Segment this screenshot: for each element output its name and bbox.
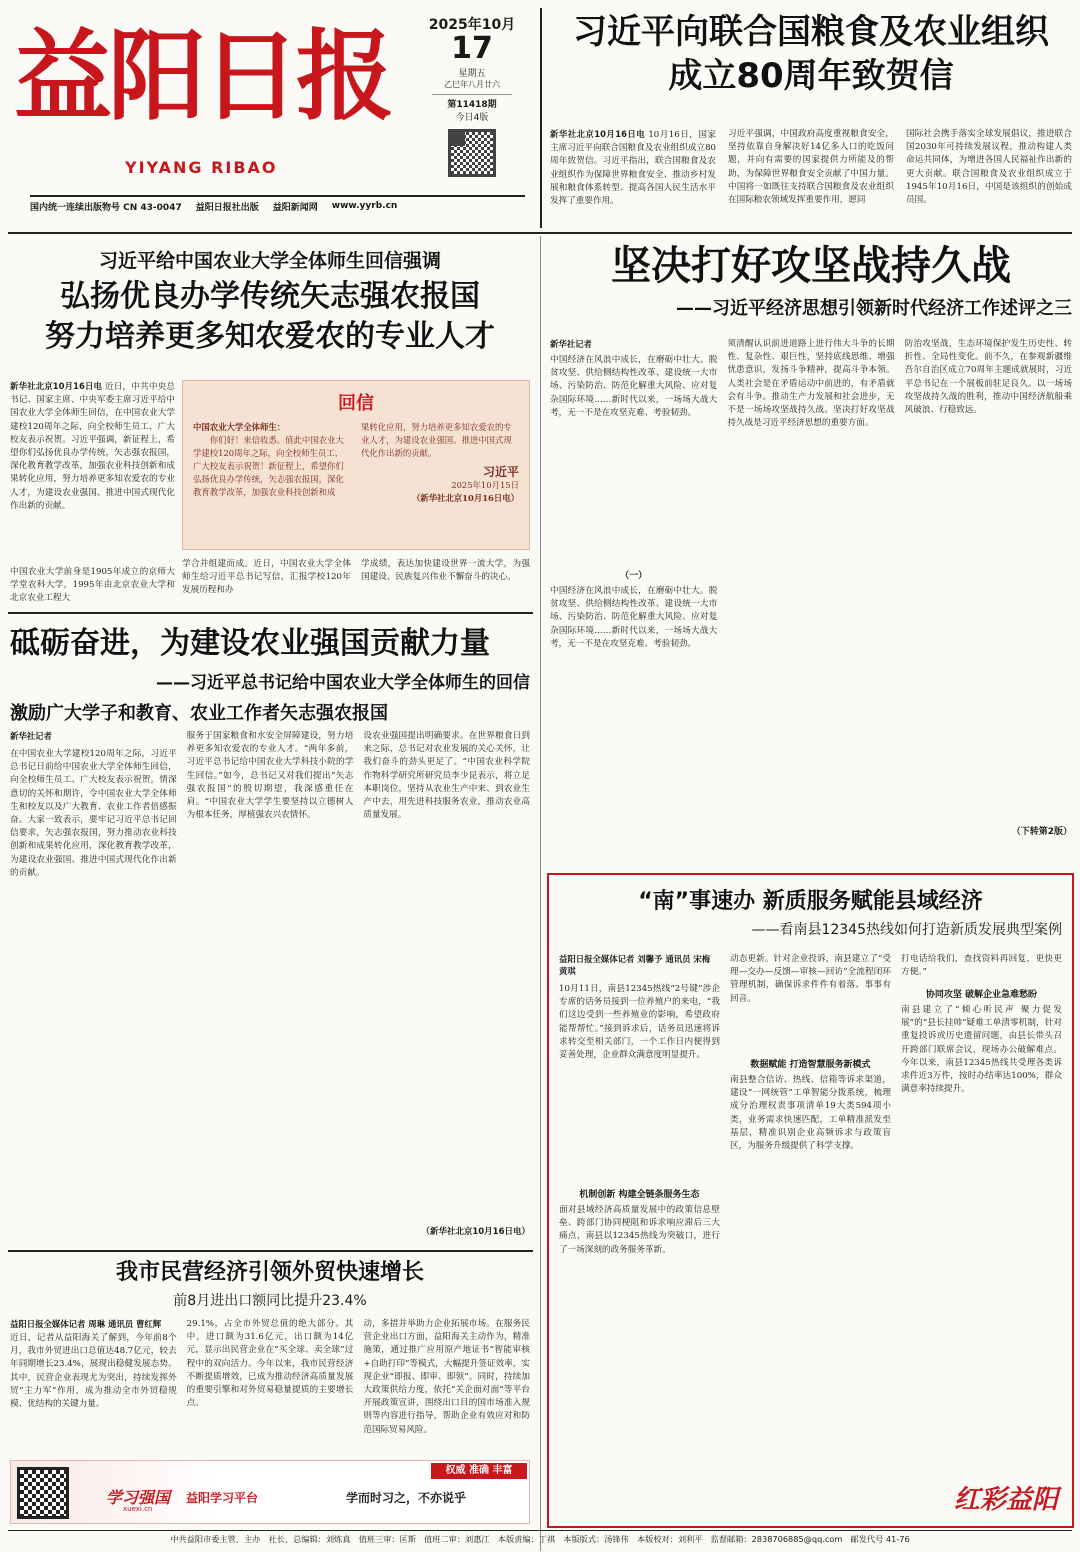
kicker: 习近平给中国农业大学全体师生回信强调: [98, 250, 441, 272]
qr-code: [448, 129, 496, 177]
xuexi-promo-banner[interactable]: [10, 1460, 530, 1524]
footer-credits: 中共益阳市委主管、主办 社长、总编辑：刘炼真 值班三审：匡斯 值班二审：刘惠江 本版责编：丁祺 本版版式：汤锋伟 本版校对：刘利平 监督邮箱：2838706885@qq.com 邮发代号 41-76: [170, 1534, 910, 1544]
body-col3: 设农业强国提出明确要求。在世界粮食日到来之际，总书记对农业发展的关心关怀，让我们奋斗的劲头更足了。“中国农业科学院作物科学研究所研究员李少昆表示，将立足本职岗位，坚持从农业生产中来、到农业生产中去，用先进科技服务农业，推动农业高质量发展。: [363, 731, 531, 821]
body-col3: 防治攻坚战，生态环境保护发生历史性、转折性、全局性变化。前不久，在参观新疆维吾尔自治区成立70周年主题成就展时，习近平总书记在一个展板前驻足良久。以一场场攻坚战持久战的胜利，推动中国经济航船乘风破浪、行稳致远。: [904, 339, 1072, 416]
issue-number: 第11418期: [447, 100, 497, 110]
headline-line2: 努力培养更多知农爱农的专业人才: [45, 319, 495, 354]
headline: 砥砺奋进，为建设农业强国贡献力量: [10, 626, 490, 661]
letter-heading: 回信: [338, 393, 374, 414]
date-day: 17: [451, 31, 493, 66]
divider: [8, 612, 533, 614]
platform-name: 益阳学习平台: [186, 1491, 259, 1505]
body-col1-cont: 中国经济在风浪中成长，在磨砺中壮大。脱贫攻坚、供给侧结构性改革、建设统一大市场、污染防治、防范化解重大风险、应对复杂国际环境……新时代以来，一场场大战大考，无一不是在攻坚克难、考验韧劲。: [550, 586, 718, 649]
divider: [8, 1530, 1072, 1531]
page-count: 今日4版: [455, 113, 489, 123]
date-lunar: 乙巳年八月廿六: [444, 80, 500, 89]
letter-body2: 果转化应用，努力培养更多知农爱农的专业人才，为建设农业强国、推进中国式现代化作出新的贡献。: [361, 422, 512, 458]
byline: 益阳日报全媒体记者 刘馨予 通讯员 宋梅 黄琪: [559, 954, 711, 976]
divider: [8, 1250, 533, 1252]
subtitle: ——看南县12345热线如何打造新质发展典型案例: [751, 922, 1062, 938]
story-agri-univ-reply: [10, 240, 530, 610]
logo-calligraphy: [12, 18, 417, 128]
section-heading: 数据赋能 打造智慧服务新模式: [750, 1060, 871, 1070]
story-strive-forward: [10, 620, 530, 1240]
letter-body1: 你们好！来信收悉。值此中国农业大学建校120周年之际，向全校师生员工、广大校友表示祝贺！新征程上，希望你们弘扬优良办学传统，矢志强农报国，深化教育教学改革，加强农业科技创新和成: [193, 435, 344, 497]
story-private-economy: [10, 1258, 530, 1458]
body-col3: 打电话给我们，查找资料再回复，更快更方便。”: [901, 954, 1062, 978]
subtitle: ——习近平经济思想引领新时代经济工作述评之三: [676, 298, 1072, 319]
dateline: 新华社北京10月16日电: [10, 381, 103, 391]
story-nanxian-12345: [547, 873, 1074, 1528]
continued-note: （下转第2版）: [1011, 827, 1072, 837]
publisher: 益阳日报社出版: [195, 202, 259, 213]
qr-code: [17, 1467, 69, 1519]
site-label: 益阳新闻网: [272, 202, 318, 213]
body-col1b: 中国农业大学前身是1905年成立的京师大学堂农科大学，1995年由北京农业大学和北京农业工程大: [10, 567, 175, 604]
divider: [540, 8, 542, 228]
xuexi-url: xuexi.cn: [123, 1505, 153, 1513]
section-heading: 协同攻坚 破解企业急难愁盼: [925, 990, 1038, 1000]
date-weekday: 星期五: [458, 69, 486, 79]
letter-source: （新华社北京10月16日电）: [411, 493, 519, 503]
body-col2b: 南县整合信访、热线、信箱等诉求渠道，建设“一网统管”工单智能分拨系统，梳理成分治理权责事项清单19大类594项小类，业务需求快速匹配，工单精准派发至基层，精准识别企业高频诉求与政策盲区，为服务升级提供了科学支撑。: [730, 1075, 891, 1152]
source: （新华社北京10月16日电）: [421, 1227, 531, 1237]
body-col2: 须清醒认识前进道路上进行伟大斗争的长期性、复杂性、艰巨性，坚持底线思维、增强忧患意识，发扬斗争精神，提高斗争本领。人类社会是在矛盾运动中前进的，有矛盾就会有斗争。推动生产力发展和社会进步，无不是一场场攻坚战持久战。坚决打好攻坚战持久战是习近平经济思想的重要方面。: [727, 339, 895, 429]
body-col1: 在中国农业大学建校120周年之际，习近平总书记日前给中国农业大学全体师生回信，向全校师生员工、广大校友表示祝贺。情深意切的关怀和期许，令中国农业大学全体师生和校友以及广大教育、农业工作者倍感振奋。大家一致表示，要牢记习近平总书记回信要求，矢志强农报国，努力推动农业科技创新和成果转化应用，深化教育教学改革，为建设农业强国、推进中国式现代化作出新的贡献。: [10, 749, 177, 878]
xuexi-brand: 学习强国: [106, 1488, 171, 1507]
body-col1: 10月11日，南县12345热线“2号键”涉企专席的话务员接到一位养殖户的来电，“我们这边受到一些养殖业的影响，希望政府能帮帮忙。”接到诉求后，话务员迅速将诉求转交至相关部门，一个工作日内便得到妥善处理，企业群众满意度明显提升。: [559, 984, 720, 1061]
subtitle: ——习近平总书记给中国农业大学全体师生的回信: [156, 673, 530, 693]
divider: [8, 232, 1072, 234]
body-col1: 10月16日，国家主席习近平向联合国粮食及农业组织成立80周年致贺信。习近平指出，联合国粮食及农业组织作为保障世界粮食安全、推动乡村发展和粮食体系转型、提高各国人民生活水平发挥了重要作用。: [550, 130, 716, 207]
letter-signature: 习近平: [482, 465, 519, 479]
deck: 激励广大学子和教育、农业工作者矢志强农报国: [10, 703, 388, 724]
body-col3: 学成绩，表达加快建设世界一流大学，为强国建设、民族复兴伟业不懈奋斗的决心。: [361, 559, 530, 583]
body-col2: 习近平强调，中国政府高度重视粮食安全，坚持依靠自身解决好14亿多人口的吃饭问题，并向有需要的国家提供力所能及的帮助，为保障世界粮食安全贡献了中国力量。中国将一如既往支持联合国粮食及农业组织在国际粮农领域发挥重要作用，愿同: [728, 129, 894, 206]
byline: 新华社记者: [550, 339, 592, 349]
body-col2: 动态更新。针对企业投诉，南县建立了“受理—交办—反馈—审核—回访”全流程闭环管理机制，确保诉求件件有着落、事事有回音。: [730, 954, 891, 1004]
headline: 坚决打好攻坚战持久战: [611, 243, 1011, 289]
body-col2: 学合并组建而成。近日，中国农业大学全体师生给习近平总书记写信，汇报学校120年发展历程和办: [182, 559, 351, 596]
masthead: [0, 0, 525, 228]
brand-calligraphy: 红彩益阳: [953, 1485, 1058, 1515]
letter-salutation: 中国农业大学全体师生：: [193, 422, 286, 432]
letter-box: [182, 380, 530, 550]
headline: 我市民营经济引领外贸快速增长: [115, 1260, 424, 1285]
body-col3b: 南县建立了“倾心听民声 聚力促发展”的“县长挂帅”疑难工单清零机制，针对重复投诉或历史遗留问题，由县长带头召开跨部门联席会议，现场办公破解难点。今年以来，南县12345热线共受理各类诉求件近3万件，按时办结率达100%，群众满意率持续提升。: [901, 1005, 1062, 1095]
body-col2: 服务于国家粮食和水安全屏障建设，努力培养更多知农爱农的专业人才。“两年多前，习近平总书记给中国农业大学科技小院的学生回信。”如今，总书记又对我们提出“矢志强农报国”的殷切期望，我深感重任在肩。“中国农业大学学生要坚持以立德树人为根本任务，厚植强农兴农情怀。: [186, 731, 354, 821]
body-col3: 动，多措并举助力企业拓展市场。在服务民营企业出口方面，益阳海关主动作为，精准施策，通过推广应用原产地证书“智能审核+自助打印”等模式，大幅提升签证效率，实现企业“即报、即审、即领”。同时，持续加大政策供给力度，依托“关企面对面”等平台开展政策宣讲，围绕出口目的国市场准入规则等内容进行指导，帮助企业有效应对和防范国际贸易风险。: [363, 1319, 531, 1435]
headline: 习近平向联合国粮食及农业组织成立80周年致贺信: [573, 12, 1049, 96]
promo-slogan: 学而时习之，不亦说乎: [346, 1491, 467, 1505]
headline: “南”事速办 新质服务赋能县域经济: [638, 889, 983, 914]
newspaper-logo: [12, 18, 417, 128]
cn-serial: 国内统一连续出版物号 CN 43-0047: [30, 202, 182, 213]
body-col1: 近日，中共中央总书记、国家主席、中央军委主席习近平给中国农业大学全体师生回信，在中国农业大学建校120周年之际，向全校师生员工、广大校友表示祝贺。习近平强调，新征程上，希望你们弘扬优良办学传统，矢志强农报国，深化教育教学改革，加强农业科技创新和成果转化应用，努力培养更多知农爱农的专业人才，为建设农业强国、推进中国式现代化作出新的贡献。: [10, 382, 175, 511]
dateline: 新华社北京10月16日电: [550, 129, 646, 139]
body-col1: 中国经济在风浪中成长，在磨砺中壮大。脱贫攻坚、供给侧结构性改革、建设统一大市场、污染防治、防范化解重大风险、应对复杂国际环境……新时代以来，一场场大战大考，无一不是在攻坚克难、考验韧劲。: [550, 355, 718, 418]
body-col1: 近日，记者从益阳海关了解到，今年前8个月，我市外贸进出口总值达48.7亿元，较去年同期增长23.4%，展现出稳健发展态势。其中，民营企业表现尤为突出，持续发挥外贸“主力军”作用，成为推动全市外贸稳规模、优结构的关键力量。: [10, 1333, 177, 1410]
letter-date: 2025年10月15日: [451, 480, 519, 490]
promo-tagline: 权威 准确 丰富: [431, 1463, 527, 1479]
section-heading: 机制创新 构建全链条服务生态: [579, 1190, 700, 1200]
date-year-month: 2025年10月: [428, 17, 516, 33]
story-un-fao-letter: [550, 10, 1072, 228]
section-marker: （一）: [620, 571, 648, 581]
byline: 新华社记者: [10, 731, 52, 741]
masthead-pinyin: YIYANG RIBAO: [125, 158, 278, 177]
date-block: [422, 10, 522, 170]
byline: 益阳日报全媒体记者 周琳 通讯员 曹红辉: [10, 1319, 162, 1329]
headline-line1: 弘扬优良办学传统矢志强农报国: [60, 279, 480, 314]
divider: [540, 236, 541, 1551]
logo-text: 益阳日报: [14, 19, 391, 128]
subtitle: 前8月进出口额同比提升23.4%: [173, 1293, 367, 1309]
site-url[interactable]: www.yyrb.cn: [331, 201, 398, 211]
body-col2: 29.1%，占全市外贸总值的绝大部分。其中，进口额为31.6亿元，出口额为14亿元，显示出民营企业在“买全球、卖全球”过程中的双向活力。今年以来，我市民营经济不断提质增效，已成为推动经济高质量发展的重要引擎和对外贸易稳量提质的主要增长点。: [186, 1319, 354, 1409]
masthead-bar: [30, 195, 525, 215]
body-col3: 国际社会携手落实全球发展倡议，推进联合国2030年可持续发展议程，推动构建人类命运共同体，为增进各国人民福祉作出新的更大贡献。联合国粮食及农业组织成立于1945年10月16日，中国是该组织的创始成员国。: [906, 129, 1072, 206]
story-tough-battles: [550, 240, 1072, 868]
body-col1b: 面对县域经济高质量发展中的政策信息壁垒、跨部门协同梗阻和诉求响应滞后三大痛点，南县以12345热线为突破口，进行了一场深刻的政务服务革新。: [559, 1205, 720, 1255]
